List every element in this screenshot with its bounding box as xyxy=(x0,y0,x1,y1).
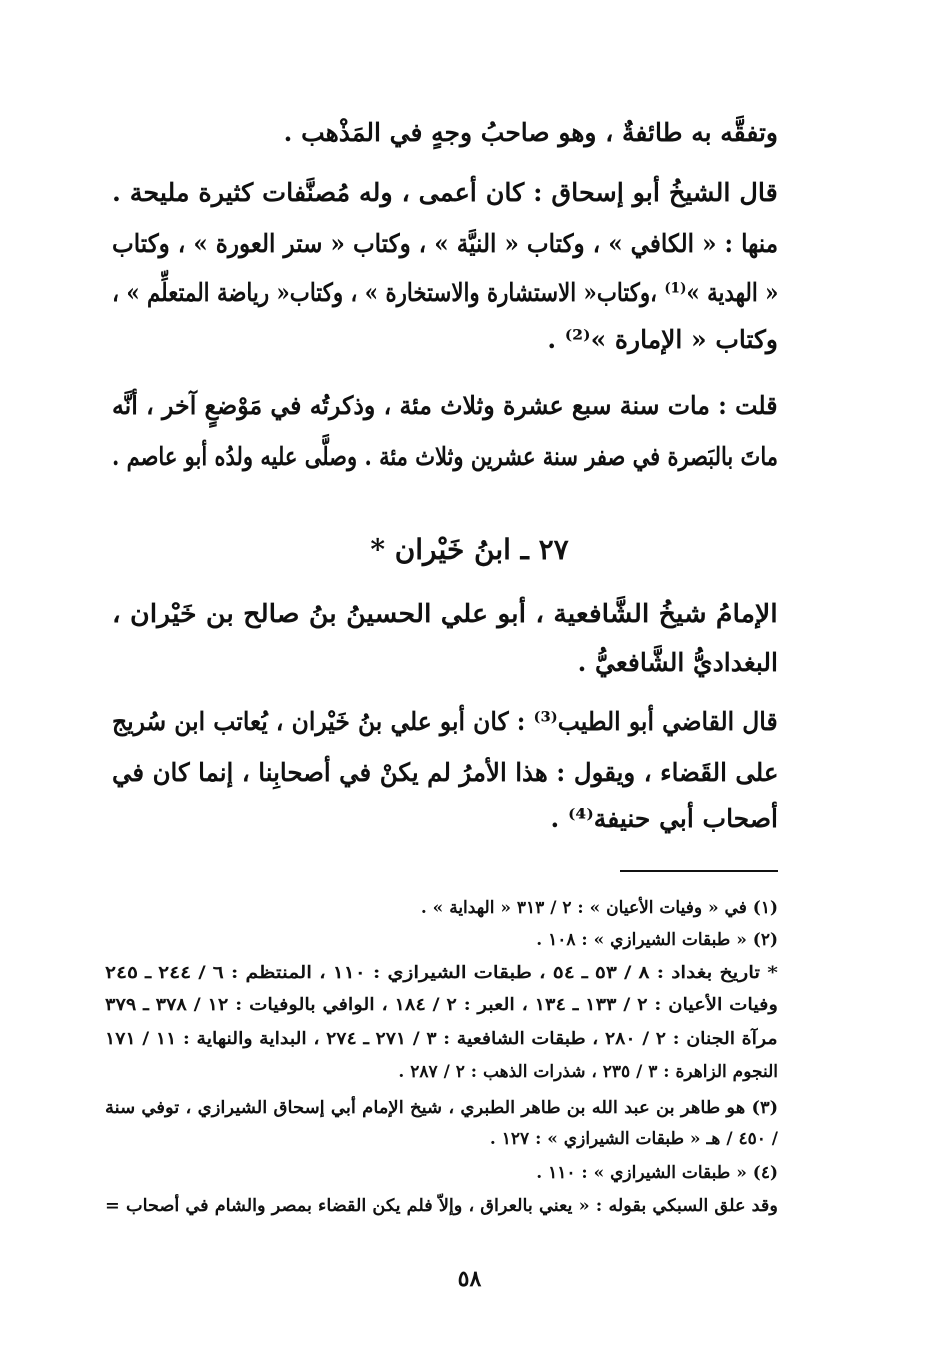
body-line: منها : « الكافي » ، وكتاب « النيَّة » ، وكتاب « ستر العورة » ، وكتاب xyxy=(111,229,778,258)
footnote-separator xyxy=(620,870,778,872)
footnote-line: (١) في « وفيات الأعيان » : ٢ / ٣١٣ « الهداية » . xyxy=(420,898,778,918)
footnote-line: النجوم الزاهرة : ٣ / ٢٣٥ ، شذرات الذهب : ٢ / ٢٨٧ . xyxy=(398,1062,778,1082)
footnote-line: وقد علق السبكي بقوله : « يعني بالعراق ، وإلاّ فلم يكن القضاء بمصر والشام في أصحاب = xyxy=(105,1196,778,1216)
body-line: الإمامُ شيخُ الشَّافعية ، أبو علي الحسينُ بنُ صالح بن خَيْران ، xyxy=(112,599,778,628)
body-line: « الهدية »⁽¹⁾ ،وكتاب« الاستشارة والاستخارة » ، وكتاب« رياضة المتعلِّم » ، xyxy=(111,278,778,307)
footnote-line: (٤) « طبقات الشيرازي » : ١١٠ . xyxy=(536,1163,778,1183)
section-title: ٢٧ ـ ابنُ خَيْران * xyxy=(370,533,569,566)
body-line: على القَضاء ، ويقول : هذا الأمرُ لم يكنْ في أصحابِنا ، إنما كان في xyxy=(111,758,778,787)
body-line: قال الشيخُ أبو إسحاق : كان أعمى ، وله مُصنَّفات كثيرة مليحة . xyxy=(112,178,778,207)
footnote-line: وفيات الأعيان : ٢ / ١٣٣ ـ ١٣٤ ، العبر : ٢ / ١٨٤ ، الوافي بالوفيات : ١٢ / ٣٧٨ ـ ٣٧٩ xyxy=(105,995,778,1015)
body-line: البغداديُّ الشَّافعيُّ . xyxy=(577,648,778,677)
footnote-line: / ٤٥٠ / هـ « طبقات الشيرازي » : ١٢٧ . xyxy=(489,1129,778,1149)
footnote-line: (٢) « طبقات الشيرازي » : ١٠٨ . xyxy=(536,930,778,950)
body-line: وتفقَّه به طائفةٌ ، وهو صاحبُ وجهٍ في المَذْهب . xyxy=(283,118,778,147)
footnote-line: (٣) هو طاهر بن عبد الله بن طاهر الطبري ، شيخ الإمام أبي إسحاق الشيرازي ، توفي سنة xyxy=(104,1098,778,1118)
body-line: قلت : مات سنة سبع عشرة وثلاث مئة ، وذكرتُه في مَوْضعٍ آخر ، أنَّه xyxy=(112,391,778,420)
body-line: أصحاب أبي حنيفة⁽⁴⁾ . xyxy=(550,804,778,833)
body-line: وكتاب « الإمارة »⁽²⁾ . xyxy=(547,325,778,354)
footnote-line: * تاريخ بغداد : ٨ / ٥٣ ـ ٥٤ ، طبقات الشيرازي : ١١٠ ، المنتظم : ٦ / ٢٤٤ ـ ٢٤٥ xyxy=(105,963,778,983)
body-line: ماتَ بالبَصرة في صفر سنة عشرين وثلاث مئة . وصلَّى عليه ولدُه أبو عاصم . xyxy=(112,442,778,471)
body-line: قال القاضي أبو الطيب⁽³⁾ : كان أبو علي بنُ خَيْران ، يُعاتب ابن سُريج xyxy=(112,707,778,736)
page-number: ٥٨ xyxy=(457,1266,482,1292)
footnote-line: مرآة الجنان : ٢ / ٢٨٠ ، طبقات الشافعية : ٣ / ٢٧١ ـ ٢٧٤ ، البداية والنهاية : ١١ / ١٧١ xyxy=(105,1029,778,1049)
